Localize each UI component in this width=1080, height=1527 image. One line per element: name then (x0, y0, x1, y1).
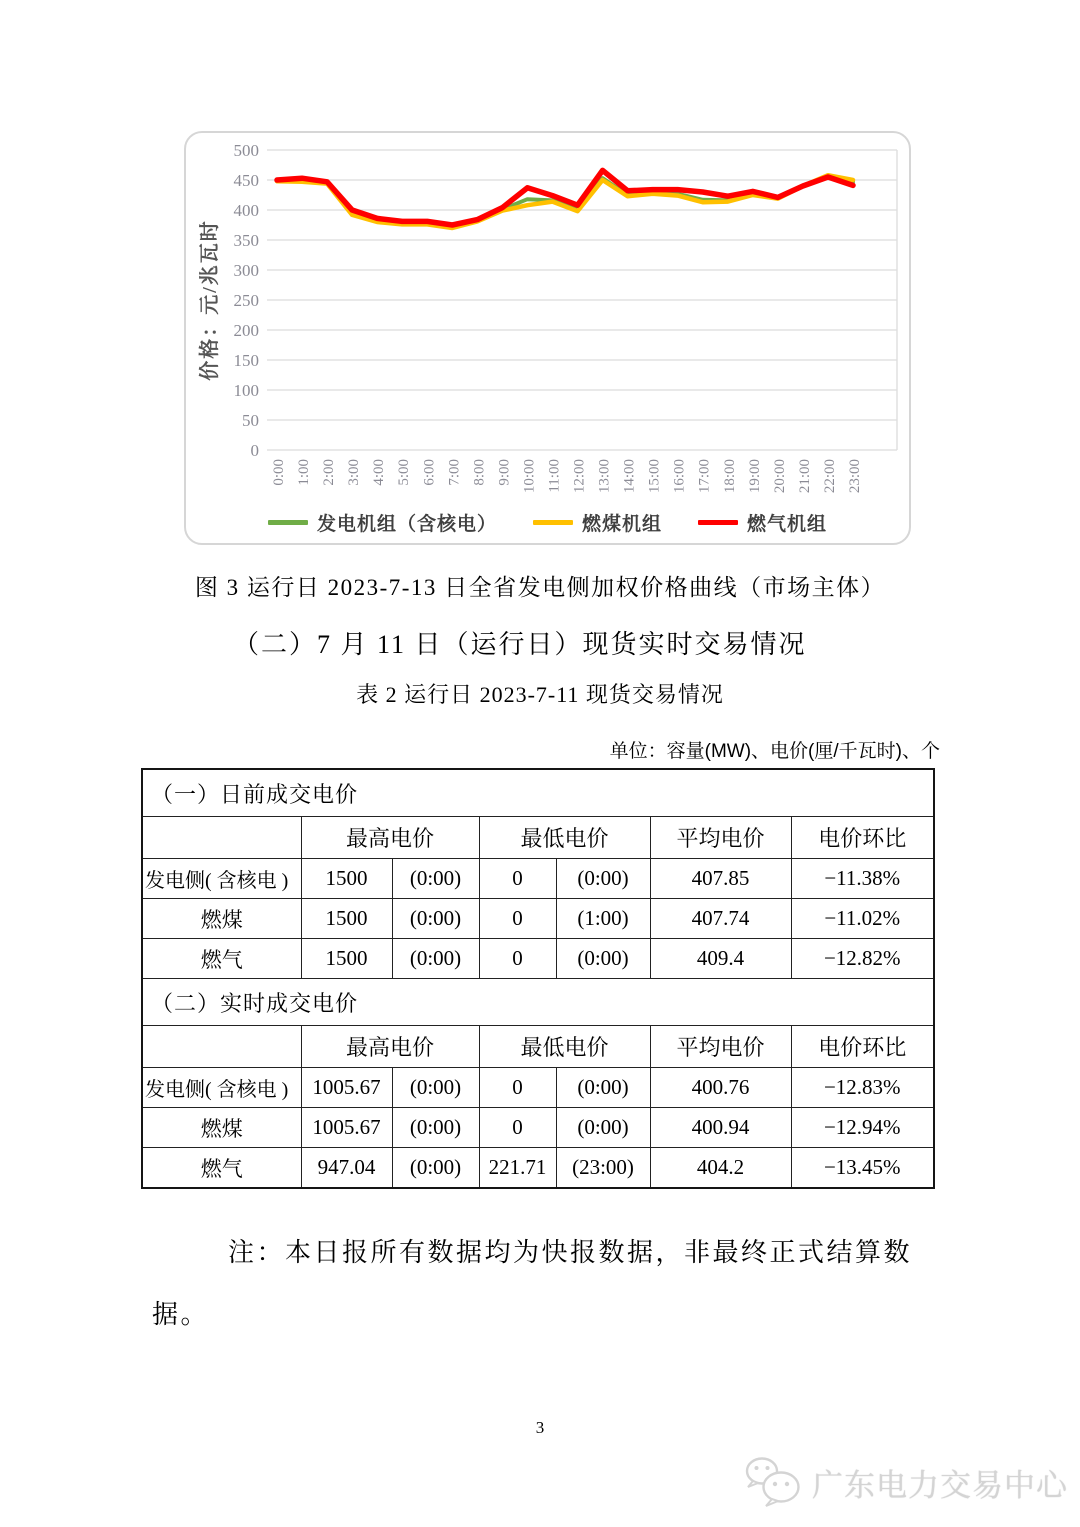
row-label: 发电侧( 含核电 ) (142, 859, 301, 899)
cell-avg: 407.85 (650, 859, 791, 899)
cell-max-value: 1500 (301, 899, 392, 939)
cell-min-time: (0:00) (556, 1108, 650, 1148)
x-tick-label: 1:00 (296, 459, 313, 486)
cell-avg: 400.76 (650, 1068, 791, 1108)
note-line-1: 注：本日报所有数据均为快报数据，非最终正式结算数 (228, 1238, 913, 1267)
col-header-max: 最高电价 (301, 817, 479, 859)
y-tick-label: 350 (233, 231, 259, 250)
empty-header-cell (142, 817, 301, 859)
page-number: 3 (535, 1418, 545, 1437)
cell-avg: 404.2 (650, 1148, 791, 1189)
x-tick-label: 7:00 (446, 459, 463, 486)
cell-mom: −13.45% (791, 1148, 934, 1189)
row-label: 燃气 (142, 939, 301, 979)
x-tick-label: 2:00 (321, 459, 338, 486)
cell-min-value: 0 (479, 939, 556, 979)
section-header: （二）实时成交电价 (142, 979, 934, 1026)
cell-min-value: 0 (479, 859, 556, 899)
y-tick-label: 500 (233, 141, 259, 160)
table-title: 表 2 运行日 2023-7-11 现货交易情况 (356, 682, 724, 707)
x-tick-label: 13:00 (596, 459, 613, 494)
y-tick-label: 50 (242, 411, 259, 430)
y-axis-title: 价格：元/兆瓦时 (199, 219, 221, 381)
cell-min-value: 0 (479, 1108, 556, 1148)
table-row (142, 1068, 934, 1108)
cell-max-time: (0:00) (392, 939, 479, 979)
price-table (141, 768, 935, 1189)
data-disclaimer-note (152, 1222, 942, 1346)
x-tick-label: 21:00 (796, 459, 813, 494)
x-tick-label: 15:00 (646, 459, 663, 494)
cell-mom: −12.83% (791, 1068, 934, 1108)
column-header-row (142, 1026, 934, 1068)
col-header-min: 最低电价 (479, 817, 650, 859)
x-tick-label: 16:00 (671, 459, 688, 494)
x-tick-label: 8:00 (471, 459, 488, 486)
x-tick-label: 14:00 (621, 459, 638, 494)
legend-item (533, 509, 662, 536)
chart-legend (186, 509, 909, 536)
y-tick-label: 200 (233, 321, 259, 340)
cell-min-value: 0 (479, 899, 556, 939)
cell-min-time: (1:00) (556, 899, 650, 939)
cell-max-value: 947.04 (301, 1148, 392, 1189)
x-tick-label: 18:00 (721, 459, 738, 494)
cell-max-value: 1500 (301, 859, 392, 899)
figure-caption: 图 3 运行日 2023-7-13 日全省发电侧加权价格曲线（市场主体） (194, 575, 886, 600)
cell-min-time: (23:00) (556, 1148, 650, 1189)
cell-mom: −11.02% (791, 899, 934, 939)
y-tick-label: 400 (233, 201, 259, 220)
legend-swatch (268, 520, 308, 525)
x-tick-label: 3:00 (346, 459, 363, 486)
legend-label: 发电机组（含核电） (316, 514, 497, 535)
cell-max-time: (0:00) (392, 859, 479, 899)
wechat-icon (741, 1454, 807, 1510)
cell-max-time: (0:00) (392, 1108, 479, 1148)
x-tick-label: 12:00 (571, 459, 588, 494)
x-tick-label: 17:00 (696, 459, 713, 494)
y-tick-label: 450 (233, 171, 259, 190)
footer-watermark (741, 1450, 1068, 1514)
col-header-mom: 电价环比 (791, 1026, 934, 1068)
cell-mom: −11.38% (791, 859, 934, 899)
note-line-2: 据。 (152, 1300, 210, 1329)
x-tick-label: 4:00 (371, 459, 388, 486)
cell-mom: −12.82% (791, 939, 934, 979)
cell-min-time: (0:00) (556, 1068, 650, 1108)
x-tick-label: 10:00 (521, 459, 538, 494)
row-label: 燃煤 (142, 899, 301, 939)
cell-min-time: (0:00) (556, 859, 650, 899)
legend-swatch (698, 520, 738, 525)
cell-max-value: 1005.67 (301, 1068, 392, 1108)
cell-mom: −12.94% (791, 1108, 934, 1148)
cell-min-value: 0 (479, 1068, 556, 1108)
col-header-mom: 电价环比 (791, 817, 934, 859)
col-header-min: 最低电价 (479, 1026, 650, 1068)
price-chart-svg (186, 133, 909, 543)
x-tick-label: 19:00 (746, 459, 763, 494)
table-row (142, 1108, 934, 1148)
cell-max-value: 1500 (301, 939, 392, 979)
y-tick-label: 150 (233, 351, 259, 370)
x-tick-label: 5:00 (396, 459, 413, 486)
section-header-row (142, 979, 934, 1026)
unit-note: 单位：容量(MW)、电价(厘/千瓦时)、个 (609, 741, 940, 762)
table-row (142, 1148, 934, 1189)
table-row (142, 899, 934, 939)
row-label: 发电侧( 含核电 ) (142, 1068, 301, 1108)
column-header-row (142, 817, 934, 859)
cell-avg: 400.94 (650, 1108, 791, 1148)
table-row (142, 859, 934, 899)
y-tick-label: 300 (233, 261, 259, 280)
cell-min-time: (0:00) (556, 939, 650, 979)
section-header: （一）日前成交电价 (142, 769, 934, 817)
x-tick-label: 11:00 (546, 459, 563, 493)
cell-max-time: (0:00) (392, 899, 479, 939)
cell-min-value: 221.71 (479, 1148, 556, 1189)
y-tick-label: 250 (233, 291, 259, 310)
x-tick-label: 9:00 (496, 459, 513, 486)
col-header-avg: 平均电价 (650, 1026, 791, 1068)
row-label: 燃气 (142, 1148, 301, 1189)
cell-max-time: (0:00) (392, 1148, 479, 1189)
legend-item (698, 509, 827, 536)
cell-avg: 409.4 (650, 939, 791, 979)
table-row (142, 939, 934, 979)
cell-max-value: 1005.67 (301, 1108, 392, 1148)
y-tick-label: 0 (250, 441, 259, 460)
row-label: 燃煤 (142, 1108, 301, 1148)
y-tick-label: 100 (233, 381, 259, 400)
legend-item (268, 509, 497, 536)
x-tick-label: 23:00 (847, 459, 863, 494)
col-header-max: 最高电价 (301, 1026, 479, 1068)
legend-label: 燃气机组 (747, 514, 828, 535)
col-header-avg: 平均电价 (650, 817, 791, 859)
watermark-text: 广东电力交易中心 (812, 1467, 1068, 1503)
x-tick-label: 0:00 (271, 459, 287, 486)
x-tick-label: 20:00 (771, 459, 788, 494)
legend-label: 燃煤机组 (581, 514, 662, 535)
empty-header-cell (142, 1026, 301, 1068)
legend-swatch (533, 520, 573, 525)
cell-avg: 407.74 (650, 899, 791, 939)
x-tick-label: 6:00 (421, 459, 438, 486)
section-heading: （二）7 月 11 日（运行日）现货实时交易情况 (233, 630, 807, 659)
section-header-row (142, 769, 934, 817)
x-tick-label: 22:00 (821, 459, 838, 494)
cell-max-time: (0:00) (392, 1068, 479, 1108)
price-curve-chart (184, 131, 911, 545)
